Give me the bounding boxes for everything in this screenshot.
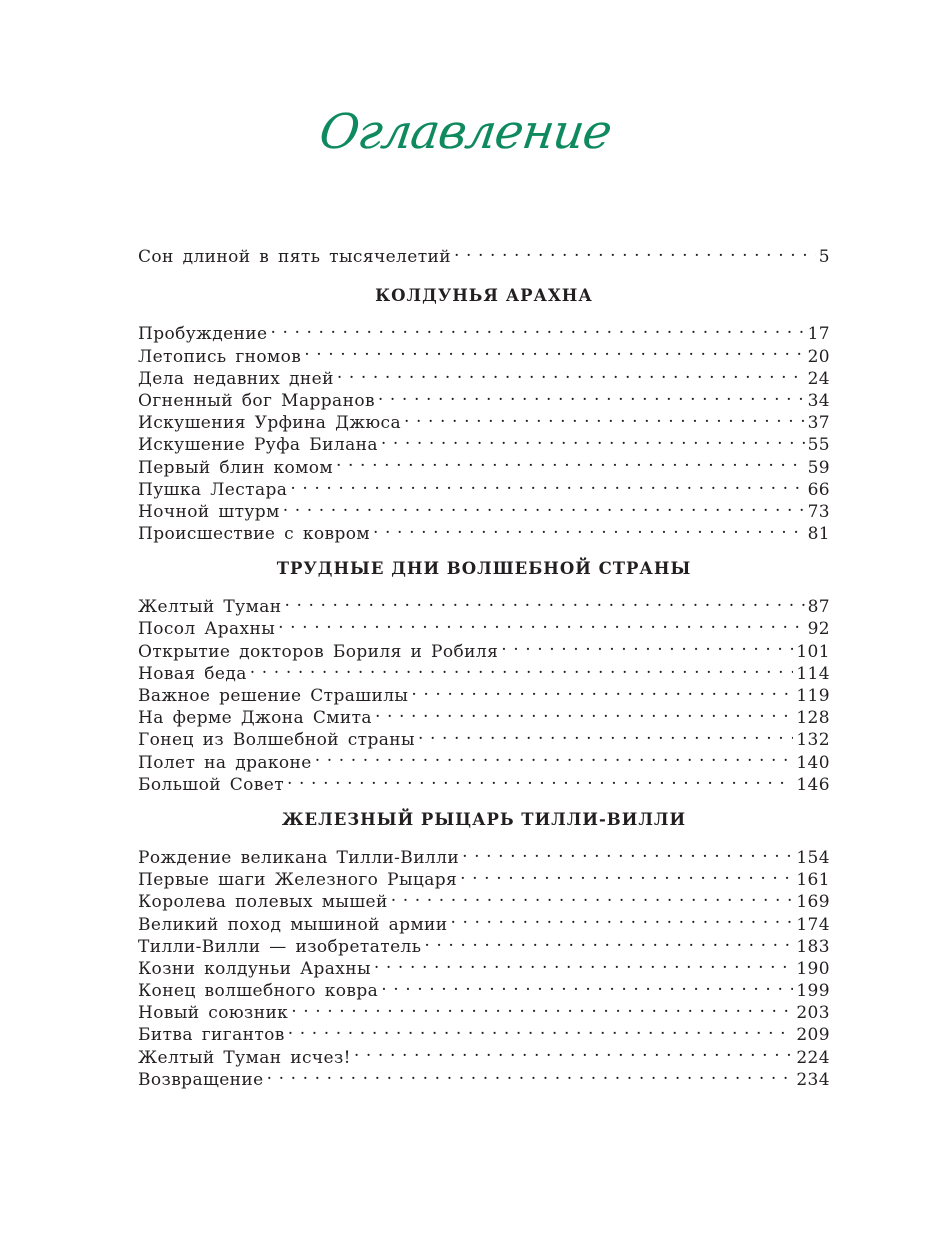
toc-entry-label: Рождение великана Тилли-Вилли xyxy=(138,847,460,868)
section-entries xyxy=(138,590,830,795)
toc-entry-label: Искушения Урфина Джюса xyxy=(138,413,402,434)
leader-dots xyxy=(373,517,805,539)
toc-entry-page: 224 xyxy=(796,1047,830,1068)
toc-entry-label: Битва гигантов xyxy=(138,1025,285,1046)
toc-entry-page: 17 xyxy=(807,324,830,345)
toc-entry-page: 128 xyxy=(796,708,830,729)
toc-entry-page: 34 xyxy=(807,390,830,411)
toc-entry-page: 199 xyxy=(796,981,830,1002)
leader-dots xyxy=(381,428,805,450)
section-entries xyxy=(138,841,830,1090)
leader-dots xyxy=(411,679,793,701)
toc-entry-label: Дела недавних дней xyxy=(138,368,334,389)
leader-dots xyxy=(304,339,804,361)
leader-dots xyxy=(315,745,794,767)
leader-dots xyxy=(284,590,804,612)
toc-entry-page: 119 xyxy=(796,686,830,706)
toc-entry-label: Пробуждение xyxy=(138,324,268,345)
toc-entry-label: На ферме Джона Смита xyxy=(138,708,372,729)
leader-dots xyxy=(354,1040,793,1062)
leader-dots xyxy=(250,657,794,679)
section-heading: ТРУДНЫЕ ДНИ ВОЛШЕБНОЙ СТРАНЫ xyxy=(276,559,692,579)
leader-dots xyxy=(278,612,804,634)
leader-dots xyxy=(336,450,805,472)
toc-entry-page: 154 xyxy=(796,847,830,868)
leader-dots xyxy=(378,384,805,406)
toc-entry-page: 169 xyxy=(796,892,830,913)
leader-dots xyxy=(283,495,805,517)
toc-entry-page: 161 xyxy=(796,870,830,891)
toc-entry-page: 146 xyxy=(796,774,830,795)
section-heading: КОЛДУНЬЯ АРАХНА xyxy=(375,286,593,306)
toc-entry-page: 234 xyxy=(796,1069,830,1090)
toc-entry-page: 209 xyxy=(796,1025,830,1046)
toc-entry-label: Великий поход мышиной армии xyxy=(138,914,448,935)
toc-entry-label: Сон длиной в пять тысячелетий xyxy=(138,247,451,268)
toc-entry-page: 101 xyxy=(796,641,830,662)
toc-entry-page: 87 xyxy=(807,597,830,618)
toc-entry[interactable] xyxy=(138,240,830,268)
toc-entry-label: Первый блин комом xyxy=(138,457,334,478)
leader-dots xyxy=(404,406,805,428)
toc-entry-page: 174 xyxy=(796,914,830,935)
toc-entry-label: Искушение Руфа Билана xyxy=(138,435,378,456)
section-heading: ЖЕЛЕЗНЫЙ РЫЦАРЬ ТИЛЛИ-ВИЛЛИ xyxy=(281,809,687,829)
toc-entry-page: 203 xyxy=(796,1003,830,1024)
leader-dots xyxy=(375,701,793,723)
leader-dots xyxy=(381,974,793,996)
toc-entry-page: 183 xyxy=(796,936,830,957)
toc-entry[interactable] xyxy=(138,317,830,345)
toc-entry-page: 24 xyxy=(807,368,830,389)
toc-entry-page: 55 xyxy=(807,435,830,456)
leader-dots xyxy=(374,952,793,974)
toc-entry-label: Происшествие с ковром xyxy=(138,524,371,545)
table-of-contents xyxy=(138,240,830,1090)
toc-entry-label: Ночной штурм xyxy=(138,501,280,522)
toc-entry-page: 81 xyxy=(807,524,830,545)
toc-entry-label: Новый союзник xyxy=(138,1003,289,1024)
toc-entry-label: Полет на драконе xyxy=(138,752,312,773)
toc-entry-label: Желтый Туман исчез! xyxy=(138,1047,351,1068)
toc-entry-page: 66 xyxy=(807,479,830,500)
toc-entry-label: Новая беда xyxy=(138,663,247,684)
toc-entry-page: 114 xyxy=(796,663,830,684)
section-entries xyxy=(138,317,830,545)
page-title: Оглавление xyxy=(316,104,615,160)
toc-entry-label: Огненный бог Марранов xyxy=(138,390,375,411)
toc-entry-page: 73 xyxy=(807,501,830,522)
toc-entry-label: Желтый Туман xyxy=(138,597,282,618)
leader-dots xyxy=(267,1063,794,1085)
toc-entry[interactable] xyxy=(138,841,830,868)
toc-entry-label: Открытие докторов Бориля и Робиля xyxy=(138,641,499,662)
leader-dots xyxy=(424,930,793,952)
leader-dots xyxy=(270,317,804,339)
toc-entry-page: 20 xyxy=(807,346,830,367)
toc-entry-page: 140 xyxy=(796,752,830,773)
toc-entry-label: Большой Совет xyxy=(138,774,285,795)
leader-dots xyxy=(291,996,793,1018)
title-wrap xyxy=(0,104,931,160)
leader-dots xyxy=(451,907,794,929)
leader-dots xyxy=(337,362,805,384)
toc-entry-label: Королева полевых мышей xyxy=(138,892,388,913)
toc-entry-label: Первые шаги Железного Рыцаря xyxy=(138,870,458,891)
leader-dots xyxy=(290,473,804,495)
leader-dots xyxy=(460,863,793,885)
toc-entry-label: Летопись гномов xyxy=(138,346,302,367)
toc-entry-page: 5 xyxy=(818,247,830,268)
toc-entry-label: Важное решение Страшилы xyxy=(138,686,409,706)
leader-dots xyxy=(501,634,793,656)
leader-dots xyxy=(462,841,793,863)
toc-entry-page: 92 xyxy=(807,619,830,640)
toc-entry-label: Гонец из Волшебной страны xyxy=(138,730,415,751)
leader-dots xyxy=(418,723,793,745)
leader-dots xyxy=(287,768,793,790)
toc-entry-label: Возвращение xyxy=(138,1069,264,1090)
leader-dots xyxy=(288,1018,794,1040)
toc-entry-label: Козни колдуньи Арахны xyxy=(138,958,371,979)
toc-entry-page: 37 xyxy=(807,413,830,434)
toc-entry-page: 59 xyxy=(807,457,830,478)
toc-entry-label: Тилли-Вилли — изобретатель xyxy=(138,936,422,957)
leader-dots xyxy=(454,240,816,262)
leader-dots xyxy=(391,885,794,907)
toc-entry-label: Пушка Лестара xyxy=(138,479,288,500)
toc-entry[interactable] xyxy=(138,590,830,618)
toc-entry-page: 190 xyxy=(796,958,830,979)
toc-entry-label: Конец волшебного ковра xyxy=(138,981,379,1002)
toc-entry-page: 132 xyxy=(796,730,830,751)
toc-entry-label: Посол Арахны xyxy=(138,619,276,640)
